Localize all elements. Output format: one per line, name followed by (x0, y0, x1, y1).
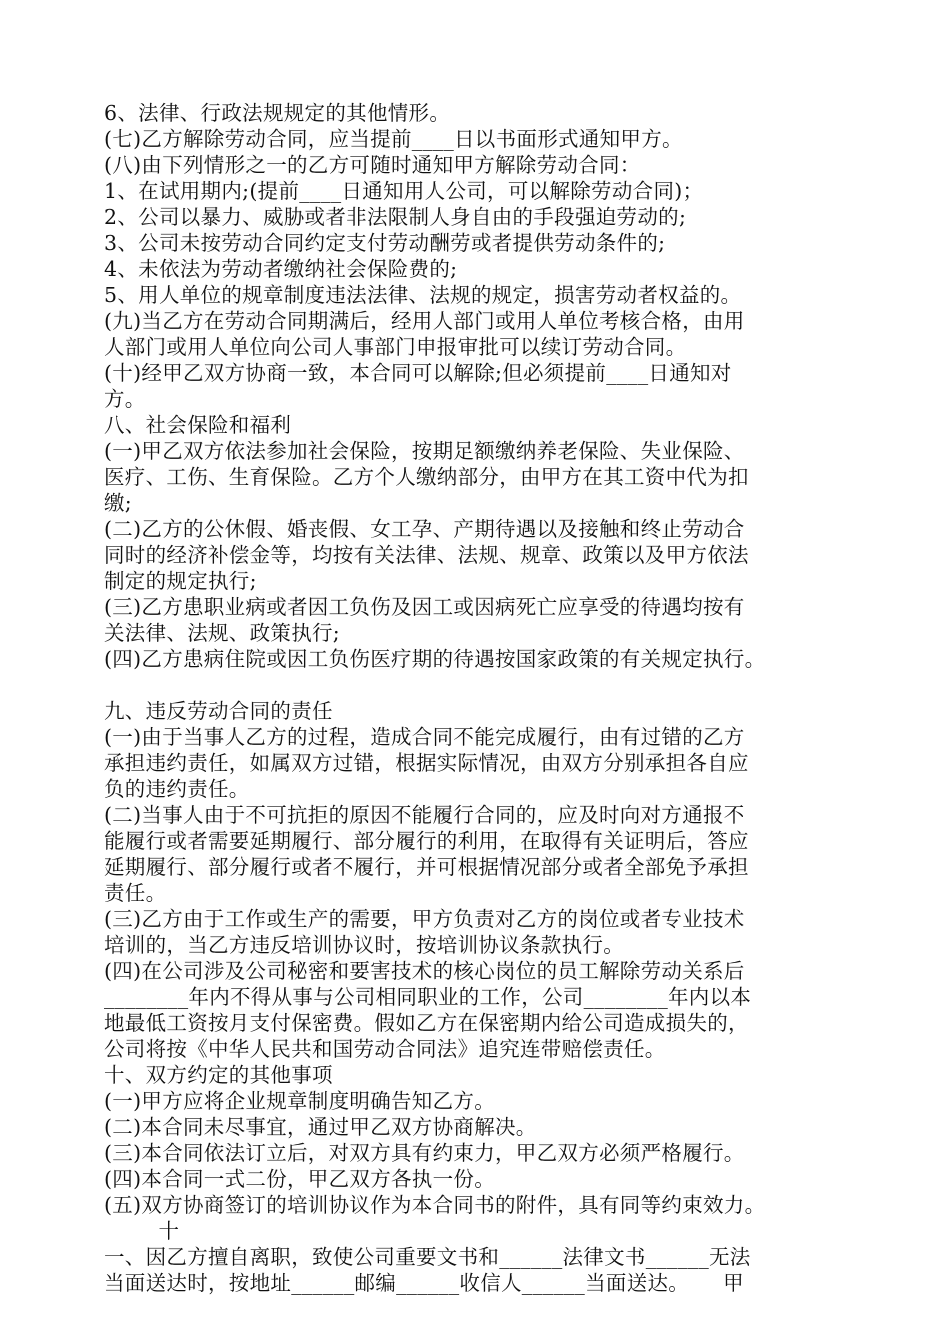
text-line: (八)由下列情形之一的乙方可随时通知甲方解除劳动合同： (104, 153, 641, 177)
text-line: 2、公司以暴力、威胁或者非法限制人身自由的手段强迫劳动的; (104, 205, 687, 229)
text-line: 3、公司未按劳动合同约定支付劳动酬劳或者提供劳动条件的; (104, 231, 666, 255)
text-line: (二)本合同未尽事宜，通过甲乙双方协商解决。 (104, 1115, 537, 1139)
text-line: (四)乙方患病住院或因工负伤医疗期的待遇按国家政策的有关规定执行。 (104, 647, 766, 671)
contract-text (104, 100, 864, 1296)
text-line: (七)乙方解除劳动合同，应当提前____日以书面形式通知甲方。 (104, 127, 683, 151)
text-line: (三)乙方患职业病或者因工负伤及因工或因病死亡应享受的待遇均按有 (104, 595, 745, 619)
text-line: 1、在试用期内;(提前____日通知用人公司，可以解除劳动合同)； (104, 179, 704, 203)
text-line: ________年内不得从事与公司相同职业的工作，公司________年内以本 (104, 985, 752, 1009)
text-line: 人部门或用人单位向公司人事部门申报审批可以续订劳动合同。 (104, 335, 687, 359)
text-line: (一)由于当事人乙方的过程，造成合同不能完成履行，由有过错的乙方 (104, 725, 745, 749)
text-line: 负的违约责任。 (104, 777, 250, 801)
text-line: (一)甲乙双方依法参加社会保险，按期足额缴纳养老保险、失业保险、 (104, 439, 745, 463)
text-line: 地最低工资按月支付保密费。假如乙方在保密期内给公司造成损失的， (104, 1011, 749, 1035)
text-line: 4、未依法为劳动者缴纳社会保险费的; (104, 257, 458, 281)
text-line: (一)甲方应将企业规章制度明确告知乙方。 (104, 1089, 495, 1113)
text-line: 责任。 (104, 881, 167, 905)
text-line: (五)双方协商签订的培训协议作为本合同书的附件，具有同等约束效力。 (104, 1193, 766, 1217)
text-line: (二)当事人由于不可抗拒的原因不能履行合同的，应及时向对方通报不 (104, 803, 745, 827)
text-line: (二)乙方的公休假、婚丧假、女工孕、产期待遇以及接触和终止劳动合 (104, 517, 745, 541)
text-line: (三)乙方由于工作或生产的需要，甲方负责对乙方的岗位或者专业技术 (104, 907, 745, 931)
text-line: (三)本合同依法订立后，对双方具有约束力，甲乙双方必须严格履行。 (104, 1141, 745, 1165)
text-line: 6、法律、行政法规规定的其他情形。 (104, 101, 451, 125)
text-line: 同时的经济补偿金等，均按有关法律、法规、规章、政策以及甲方依法 (104, 543, 749, 567)
text-line: 关法律、法规、政策执行; (104, 621, 341, 645)
text-line: 方。 (104, 387, 146, 411)
section-heading: 八、社会保险和福利 (104, 413, 292, 437)
text-line: 缴; (104, 491, 133, 515)
text-line: 十 (104, 1219, 180, 1243)
blank-line (104, 672, 864, 698)
text-line: 能履行或者需要延期履行、部分履行的利用，在取得有关证明后，答应 (104, 829, 749, 853)
text-line: 5、用人单位的规章制度违法法律、法规的规定，损害劳动者权益的。 (104, 283, 742, 307)
text-line: 公司将按《中华人民共和国劳动合同法》追究连带赔偿责任。 (104, 1037, 666, 1061)
section-heading: 九、违反劳动合同的责任 (104, 699, 333, 723)
text-line: (九)当乙方在劳动合同期满后，经用人部门或用人单位考核合格，由用 (104, 309, 745, 333)
text-line: 培训的，当乙方违反培训协议时，按培训协议条款执行。 (104, 933, 624, 957)
text-line: 制定的规定执行; (104, 569, 257, 593)
text-line: (四)在公司涉及公司秘密和要害技术的核心岗位的员工解除劳动关系后 (104, 959, 745, 983)
text-line: 当面送达时，按地址______邮编______收信人______当面送达。 甲 (104, 1271, 744, 1295)
text-line: 承担违约责任，如属双方过错，根据实际情况，由双方分别承担各自应 (104, 751, 749, 775)
text-line: 医疗、工伤、生育保险。乙方个人缴纳部分，由甲方在其工资中代为扣 (104, 465, 749, 489)
section-heading: 十、双方约定的其他事项 (104, 1063, 333, 1087)
text-line: (四)本合同一式二份，甲乙双方各执一份。 (104, 1167, 495, 1191)
text-line: 一、因乙方擅自离职，致使公司重要文书和______法律文书______无法 (104, 1245, 751, 1269)
text-line: 延期履行、部分履行或者不履行，并可根据情况部分或者全部免予承担 (104, 855, 749, 879)
text-line: (十)经甲乙双方协商一致，本合同可以解除;但必须提前____日通知对 (104, 361, 732, 385)
